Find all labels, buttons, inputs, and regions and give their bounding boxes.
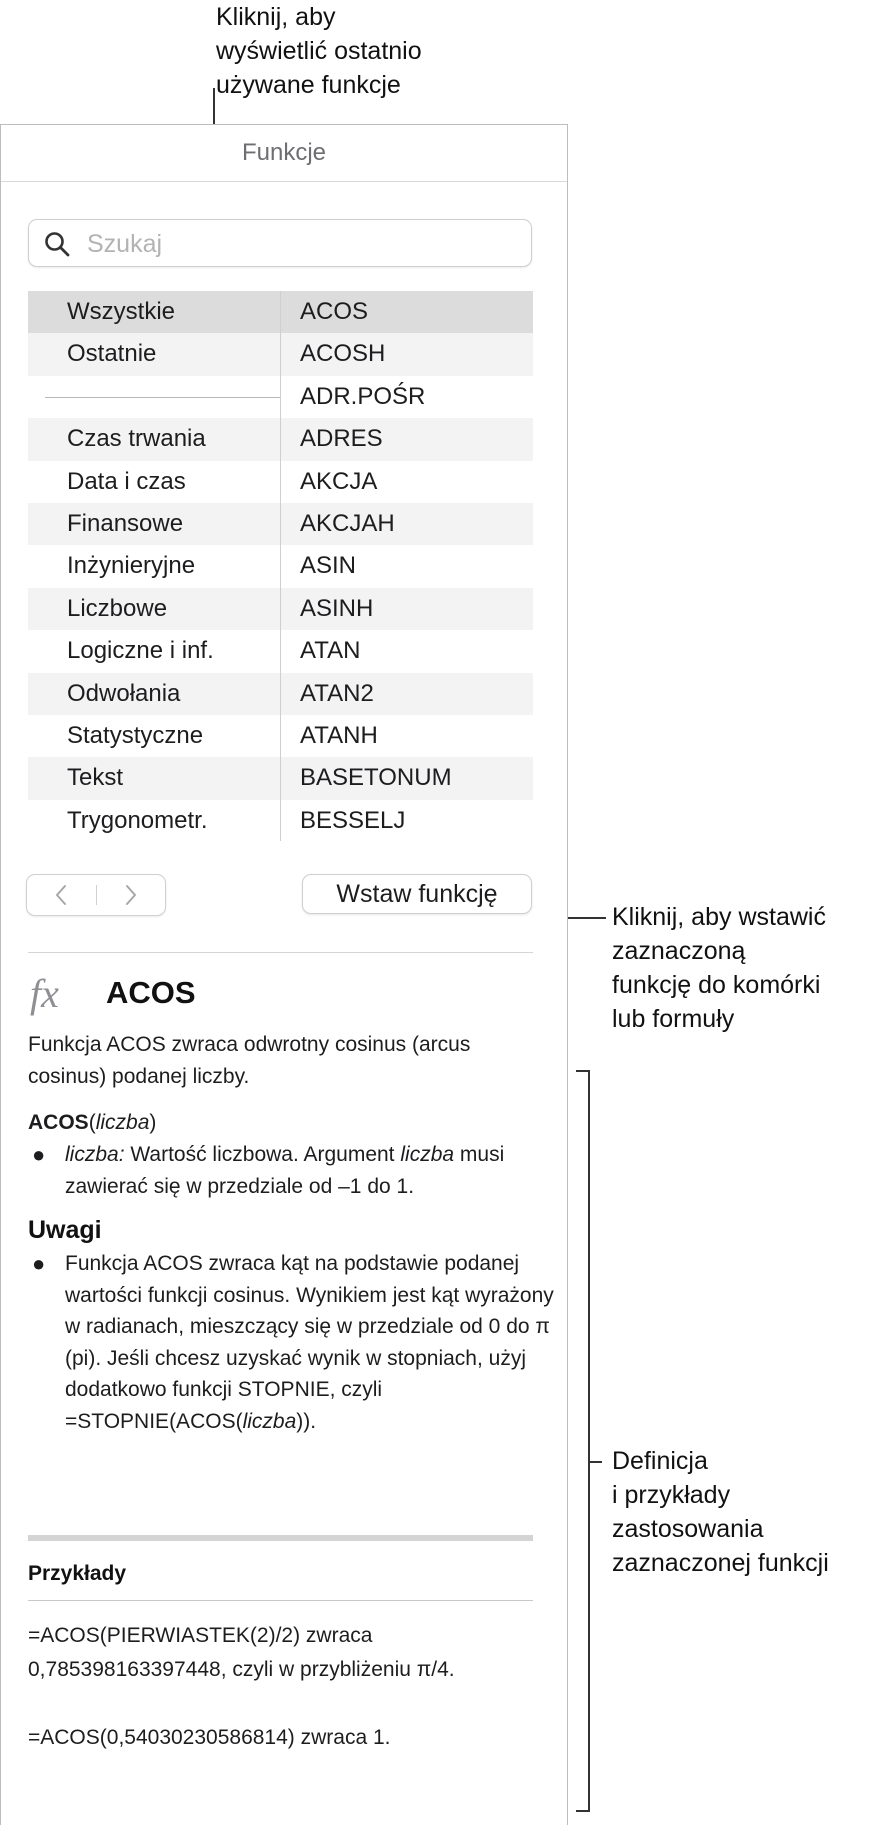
function-item[interactable]: BASETONUM [281,757,533,799]
syntax-paren-open: ( [88,1111,96,1134]
callout-definition [612,1444,829,1580]
function-item[interactable]: ADR.POŚR [300,382,426,410]
argument-name: liczba: [65,1143,125,1166]
category-item[interactable]: Statystyczne [67,721,204,749]
category-item[interactable]: Odwołania [28,673,280,715]
callout-definition-line-2: i przykłady [612,1481,731,1509]
function-item[interactable]: ATAN2 [281,673,533,715]
category-item[interactable]: Czas trwania [28,418,280,460]
function-description: Funkcja ACOS zwraca odwrotny cosinus (arcus cosinus) podanej liczby. [28,1033,471,1088]
doc-divider [28,952,533,953]
definition-bracket-tick [590,1461,602,1463]
bullet-icon: ● [32,1251,46,1276]
syntax-argument: liczba [95,1111,150,1134]
category-list [28,291,280,842]
argument-desc-italic: liczba [400,1143,455,1166]
category-item[interactable]: Tekst [28,757,280,799]
function-name: ACOS [106,975,196,1010]
function-browser [28,291,533,841]
title-divider [1,181,567,182]
examples-rule [28,1600,533,1601]
callout-definition-line-4: zaznaczonej funkcji [612,1549,829,1577]
function-item[interactable]: ACOS [281,291,533,333]
argument-text [65,1139,555,1202]
callout-recent-line-2: wyświetlić ostatnio [216,37,422,65]
bullet-icon: ● [32,1142,46,1167]
function-item[interactable]: ATANH [300,721,378,749]
example-1: =ACOS(PIERWIASTEK(2)/2) zwraca 0,785398163397448, czyli w przybliżeniu π/4. [28,1624,455,1681]
svg-text:fx: fx [30,971,59,1016]
function-syntax [28,1107,156,1139]
category-item[interactable]: Trygonometr. [67,806,208,834]
panel-title: Funkcje [241,139,327,166]
notes-heading: Uwagi [28,1216,102,1244]
function-item[interactable]: AKCJA [300,467,378,495]
function-item[interactable]: ADRES [281,418,533,460]
insert-function-button[interactable]: Wstaw funkcję [302,874,532,914]
examples-separator [28,1535,533,1541]
function-item[interactable]: AKCJAH [281,503,533,545]
examples-heading: Przykłady [28,1562,127,1585]
category-item[interactable]: Finansowe [28,503,280,545]
definition-bracket [576,1070,590,1812]
callout-recent-line-3: używane funkcje [216,71,401,99]
search-field[interactable] [28,219,532,267]
category-divider [45,397,280,398]
argument-desc-1: Wartość liczbowa. Argument [124,1143,401,1166]
function-list [281,291,533,842]
callout-recent-line-1: Kliknij, aby [216,3,336,31]
function-item[interactable]: ASIN [300,552,357,580]
callout-insert-line-2: zaznaczoną [612,937,746,965]
chevron-right-icon [96,875,165,915]
example-2: =ACOS(0,54030230586814) zwraca 1. [28,1726,391,1749]
forward-button[interactable] [96,875,165,915]
callout-definition-line-1: Definicja [612,1447,708,1475]
callout-insert-line-4: lub formuły [612,1005,735,1033]
category-item[interactable]: Data i czas [67,467,186,495]
search-input[interactable] [85,226,519,262]
search-icon [43,230,71,258]
category-item[interactable]: Liczbowe [28,588,280,630]
chevron-left-icon [27,875,96,915]
note-body: Funkcja ACOS zwraca kąt na podstawie podanej wartości funkcji cosinus. Wynikiem jest kąt wyrażony w radianach, mieszczący się w przedziale od 0 do π (pi). Jeśli chcesz uzyskać wynik w stopniach, użyj dodatkowo funkcji STOPNIE, czyli =STOPNIE(ACOS( [65,1252,554,1433]
function-item[interactable]: BESSELJ [300,806,406,834]
function-item[interactable]: ATAN [300,637,361,665]
category-separator [28,376,280,418]
syntax-paren-close: ) [149,1111,157,1134]
callout-insert-line-3: funkcję do komórki [612,971,821,999]
callout-insert-line-1: Kliknij, aby wstawić [612,903,826,931]
syntax-function-name: ACOS [28,1111,89,1134]
note-text [65,1248,555,1437]
category-item[interactable]: Inżynieryjne [67,552,196,580]
callout-insert [612,900,826,1036]
argument-desc-2: musi zawierać się w przedziale od –1 do 1. [65,1143,505,1198]
function-item[interactable]: ACOSH [281,333,533,375]
functions-panel [0,124,568,1825]
back-button[interactable] [27,875,96,915]
category-item[interactable]: Logiczne i inf. [67,637,214,665]
callout-recent [216,0,422,102]
function-item[interactable]: ASINH [281,588,533,630]
category-item[interactable]: Ostatnie [28,333,280,375]
category-item[interactable]: Wszystkie [28,291,280,333]
callout-definition-line-3: zastosowania [612,1515,764,1543]
history-nav [26,874,166,916]
note-end: )). [296,1409,317,1433]
function-fx-icon [28,969,86,1019]
note-italic: liczba [242,1409,297,1433]
